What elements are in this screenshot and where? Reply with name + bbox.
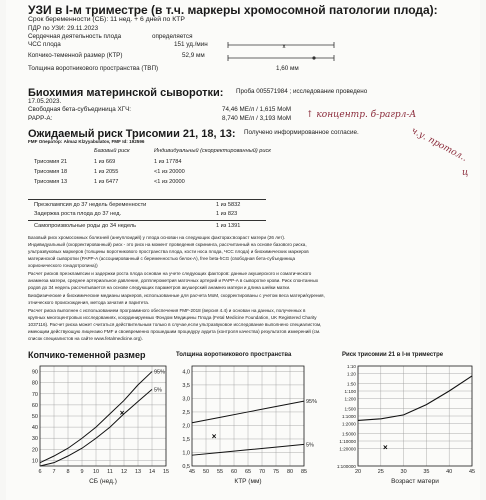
patient-point: × bbox=[119, 408, 125, 418]
x-tick-label: 12 bbox=[120, 469, 128, 475]
curve-label: 95% bbox=[306, 399, 318, 406]
y-tick-label: 1,5 bbox=[182, 436, 190, 443]
fgr-value: 1 из 823 bbox=[216, 211, 238, 217]
curve-label: 5% bbox=[306, 442, 314, 449]
y-tick-label: 50 bbox=[31, 414, 38, 420]
x-tick-label: 80 bbox=[286, 469, 294, 475]
y-tick-label: 1:20000 bbox=[339, 446, 356, 452]
divider bbox=[28, 199, 266, 200]
x-tick-label: 8 bbox=[66, 469, 70, 475]
paragraph-line: родов до 34 недель рассчитывается на основе следующих параметров акушерский анамнез матери и длина шейки матки. bbox=[28, 285, 291, 290]
cardiac-value: определяется bbox=[152, 33, 193, 40]
nt-label: Толщина воротникового пространства (ТВП) bbox=[28, 65, 159, 72]
y-tick-label: 1:200 bbox=[344, 396, 356, 402]
paragraph-line: хорионического гонадотропина)) bbox=[28, 263, 98, 268]
hcg-value: 74,46 МЕ/л / 1,615 MoM bbox=[222, 106, 292, 113]
biochem-title: Биохимия материнской сыворотки: bbox=[28, 87, 224, 99]
nt-value: 1,60 мм bbox=[276, 65, 299, 72]
paragraph-line: материнской сыворотки (PAPP-A (ассоциированный с беременностью белок-А), free beta-hCG (свободная бета-субъединица bbox=[28, 256, 296, 261]
paragraph-line: Биофизические и биохимические медианы маркеров, использованные для расчета MoM, скорректированы с учетом веса матери/курения, bbox=[28, 293, 325, 298]
trisomy21-name: Трисомия 21 bbox=[34, 159, 68, 165]
pappa-label: PAPP-A: bbox=[28, 115, 53, 122]
hr-label: ЧСС плода bbox=[28, 41, 61, 48]
preterm-name: Самопроизвольные роды до 34 недель bbox=[34, 223, 137, 229]
ga-label: Срок беременности (СБ): 11 нед. + 6 дней по КТР bbox=[28, 16, 185, 23]
curve-label: 95% bbox=[154, 369, 166, 376]
x-tick-label: 11 bbox=[107, 469, 113, 475]
x-tick-label: 25 bbox=[377, 469, 384, 475]
handwritten-note-2: ч.у. протол.. bbox=[409, 126, 469, 164]
x-tick-label: 30 bbox=[400, 469, 407, 475]
trisomy13-indiv: <1 из 20000 bbox=[154, 179, 185, 185]
trisomy18-base: 1 из 2055 bbox=[94, 169, 119, 175]
y-tick-label: 4,0 bbox=[182, 369, 190, 376]
edd-label: ПДР по УЗИ: 29.11.2023 bbox=[28, 25, 99, 32]
handwritten-note-1: ↑ концентр. б-рагрл-А bbox=[306, 110, 417, 120]
preeclampsia-name: Преэклампсия до 37 недель беременности bbox=[34, 202, 147, 208]
handwritten-note-3: ц bbox=[462, 168, 469, 178]
biochem-date: 17.05.2023. bbox=[28, 98, 62, 105]
y-tick-label: 3,0 bbox=[182, 396, 190, 403]
paragraph-line: анамнеза матери, среднее артериальное давление, допплерометрия маточных артерий и PAPP-A в сыворотке крови. Риск спонтанных bbox=[28, 278, 319, 283]
risk-consent: Получено информированное согласие. bbox=[244, 129, 359, 136]
col-individual-risk: Индивидуальный (скорректированный) риск bbox=[154, 148, 271, 154]
x-tick-label: 60 bbox=[230, 469, 238, 475]
trisomy13-name: Трисомия 13 bbox=[34, 179, 68, 185]
x-tick-label: 45 bbox=[188, 469, 196, 475]
x-tick-label: 45 bbox=[468, 469, 476, 475]
trisomy21-base: 1 из 669 bbox=[94, 159, 116, 165]
x-tick-label: 20 bbox=[354, 469, 362, 475]
preterm-value: 1 из 1391 bbox=[216, 223, 241, 229]
x-tick-label: 55 bbox=[216, 469, 224, 475]
pappa-value: 8,740 МЕ/л / 3,193 MoM bbox=[222, 115, 292, 122]
x-tick-label: 70 bbox=[258, 469, 266, 475]
x-tick-label: 40 bbox=[446, 469, 453, 475]
paragraph-line: имеющим действующую лицензию FMF и своевременно прошедшим процедуру аудита (контроля качества) результатов измерений (см. bbox=[28, 329, 321, 334]
x-tick-label: 13 bbox=[134, 469, 142, 475]
x-tick-label: 14 bbox=[148, 469, 156, 475]
x-tick-label: 75 bbox=[272, 469, 280, 475]
y-tick-label: 1:2000 bbox=[341, 421, 356, 427]
patient-point: × bbox=[211, 431, 217, 441]
y-tick-label: 1:50 bbox=[347, 381, 356, 387]
x-tick-label: 9 bbox=[80, 469, 84, 475]
fgr-name: Задержка роста плода до 37 нед. bbox=[34, 211, 122, 217]
crl-chart-title: Копчико-теменной размер bbox=[28, 350, 146, 360]
paragraph-line: список специалистов на сайте www.fetalmedicine.org). bbox=[28, 336, 143, 341]
y-tick-label: 1:10 bbox=[347, 363, 356, 369]
trisomy18-name: Трисомия 18 bbox=[34, 169, 68, 175]
y-tick-label: 0,5 bbox=[182, 464, 190, 470]
y-tick-label: 1:100 bbox=[344, 388, 356, 394]
t21-chart-title: Риск трисомии 21 в I-м триместре bbox=[342, 352, 444, 358]
x-axis-label: КТР (мм) bbox=[234, 478, 262, 485]
y-tick-label: 2,0 bbox=[182, 423, 190, 430]
y-tick-label: 90 bbox=[31, 369, 38, 376]
y-tick-label: 1:100000 bbox=[336, 463, 356, 469]
trisomy13-base: 1 из 6477 bbox=[94, 179, 119, 185]
y-tick-label: 2,5 bbox=[182, 409, 190, 416]
x-tick-label: 15 bbox=[162, 469, 170, 475]
hr-value: 151 уд./мин bbox=[174, 41, 208, 48]
y-tick-label: 1:500 bbox=[344, 406, 356, 412]
operator: FMF Оператор: Almaz Klzyyabulatov, FMF Id: 192596 bbox=[28, 139, 145, 144]
paragraph-line: Базовый риск хромосомных болезней (анеуплоидий) у плода основан на следующих факторах:возраст матери (26 лет). bbox=[28, 235, 286, 240]
nt-chart bbox=[174, 362, 326, 496]
y-tick-label: 1:1000 bbox=[341, 413, 356, 419]
ultrasound-title: УЗИ в I-м триместре (в т.ч. маркеры хромосомной патологии плода): bbox=[28, 3, 438, 17]
x-tick-label: 10 bbox=[92, 469, 100, 475]
cardiac-label: Сердечная деятельность плода bbox=[28, 33, 122, 40]
hcg-label: Свободная бета-субъединица ХГЧ: bbox=[28, 106, 132, 113]
y-tick-label: 60 bbox=[31, 402, 38, 409]
svg-text:x: x bbox=[282, 44, 286, 50]
biochem-sample: Проба 005571984 ; исследование проведено bbox=[236, 88, 368, 95]
x-tick-label: 35 bbox=[423, 469, 430, 475]
patient-point: × bbox=[383, 442, 388, 452]
y-tick-label: 10 bbox=[31, 458, 38, 465]
y-tick-label: 1:5000 bbox=[341, 431, 356, 437]
x-tick-label: 7 bbox=[52, 469, 56, 475]
x-tick-label: 50 bbox=[202, 469, 210, 475]
curve-label: 5% bbox=[154, 387, 162, 394]
col-base-risk: Базовый риск bbox=[94, 148, 130, 154]
x-axis-label: Возраст матери bbox=[391, 478, 439, 485]
trisomy21-indiv: 1 из 17784 bbox=[154, 159, 182, 165]
y-tick-label: 40 bbox=[31, 425, 38, 432]
y-tick-label: 20 bbox=[31, 447, 38, 454]
x-axis-label: СБ (нед.) bbox=[89, 478, 117, 485]
paragraph-line: ультразвуковых маркеров (толщины воротникового пространства плода, кости носа плода, ЧСС плода) и биохимических маркеров bbox=[28, 249, 309, 254]
paragraph-line: этнического происхождения, метода зачатия и паритета. bbox=[28, 300, 150, 305]
x-tick-label: 6 bbox=[38, 469, 42, 475]
x-tick-label: 65 bbox=[244, 469, 252, 475]
report-page bbox=[6, 0, 480, 500]
paragraph-line: 1037116). Расчет риска может считаться действительным только в случае,если ультразвуковое исследование выполнено специалистом, bbox=[28, 322, 322, 327]
t21-chart bbox=[328, 362, 478, 496]
preeclampsia-value: 1 из 5832 bbox=[216, 202, 241, 208]
crl-value: 52,9 мм bbox=[182, 52, 205, 59]
y-tick-label: 3,5 bbox=[182, 382, 190, 389]
y-tick-label: 30 bbox=[31, 436, 38, 443]
crl-chart bbox=[26, 362, 176, 496]
paragraph-line: крупных многоцентровых исследованиях, координируемых Фондом Медицины Плода (Fetal Medicine Foundation, UK Registered Charity bbox=[28, 315, 317, 320]
paragraph-line: Расчет рисков преэклампсии и задержки роста плода основан на учете следующих факторов: данные акушерского и соматического bbox=[28, 271, 312, 276]
y-tick-label: 1:10000 bbox=[339, 438, 356, 444]
risk-title: Ожидаемый риск Трисомии 21, 18, 13: bbox=[28, 128, 236, 140]
divider bbox=[28, 220, 266, 221]
y-tick-label: 1,0 bbox=[182, 450, 190, 457]
nt-chart-title: Толщина воротникового пространства bbox=[176, 352, 292, 358]
paragraph-line: Индивидуальный (скорректированный) риск - это риск на момент проведения скрининга, рассчитанный на основе базового риска, bbox=[28, 242, 307, 247]
x-tick-label: 85 bbox=[300, 469, 308, 475]
paragraph-line: Расчет риска выполнен с использованием программного обеспечения FMF-2018 (версия 4.4) и основан на данных, полученных в bbox=[28, 308, 306, 313]
y-tick-label: 80 bbox=[31, 380, 38, 387]
y-tick-label: 70 bbox=[31, 391, 38, 398]
y-tick-label: 1:20 bbox=[347, 371, 356, 377]
trisomy18-indiv: <1 из 20000 bbox=[154, 169, 185, 175]
range-scales bbox=[224, 40, 344, 70]
series-line bbox=[358, 376, 472, 420]
crl-label: Копчико-теменной размер (КТР) bbox=[28, 52, 123, 59]
